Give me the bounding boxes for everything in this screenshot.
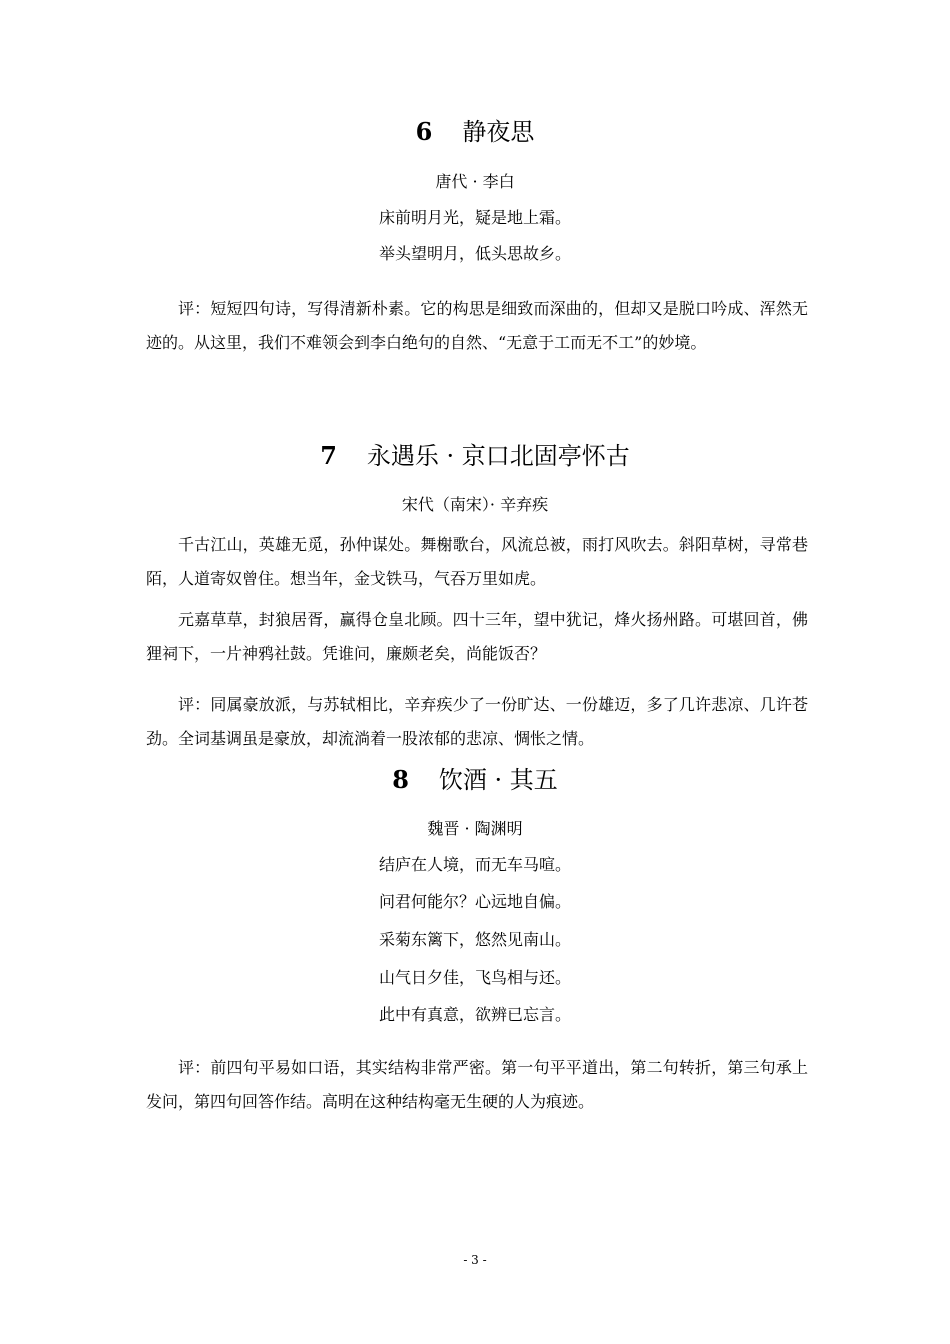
- poem-title-text: 饮酒 · 其五: [438, 766, 558, 794]
- poem-7-author: 宋代（南宋）· 辛弃疾: [401, 495, 549, 514]
- poem-6-author: 唐代 · 李白: [435, 172, 515, 191]
- poem-6-line-2: 举头望明月，低头思故乡。: [378, 244, 571, 263]
- poem-6-title: [0, 117, 950, 147]
- poem-8-comment: 评：前四句平易如口语，其实结构非常严密。第一句平平道出，第二句转折，第三句承上发问，第四句回答作结。高明在这种结构毫无生硬的人为痕迹。: [146, 1058, 808, 1111]
- poem-7-comment: 评：同属豪放派，与苏轼相比，辛弃疾少了一份旷达、一份雄迈，多了几许悲凉、几许苍劲。全词基调虽是豪放，却流淌着一股浓郁的悲凉、惆怅之情。: [146, 695, 808, 748]
- poem-number: 6: [415, 117, 433, 146]
- poem-7-title: [0, 441, 950, 471]
- poem-7-paragraph-1: 千古江山，英雄无觅，孙仲谋处。舞榭歌台，风流总被，雨打风吹去。斜阳草树，寻常巷陌，人道寄奴曾住。想当年，金戈铁马，气吞万里如虎。: [146, 535, 808, 588]
- poem-8-line-2: 问君何能尔？心远地自偏。: [378, 892, 571, 911]
- page-number: - 3 -: [463, 1253, 487, 1267]
- poem-8-title: [0, 765, 950, 795]
- poem-number: 8: [392, 765, 409, 794]
- poem-8-line-4: 山气日夕佳，飞鸟相与还。: [378, 968, 571, 987]
- poem-title-text: 永遇乐 · 京口北固亭怀古: [366, 442, 630, 470]
- poem-7-paragraph-2: 元嘉草草，封狼居胥，赢得仓皇北顾。四十三年，望中犹记，烽火扬州路。可堪回首，佛狸祠下，一片神鸦社鼓。凭谁问，廉颇老矣，尚能饭否？: [146, 610, 808, 663]
- poem-8-author: 魏晋 · 陶渊明: [427, 819, 523, 838]
- poem-8-line-5: 此中有真意，欲辨已忘言。: [378, 1005, 571, 1024]
- poem-8-line-1: 结庐在人境，而无车马喧。: [378, 855, 571, 874]
- poem-6-line-1: 床前明月光，疑是地上霜。: [378, 208, 571, 227]
- poem-number: 7: [320, 441, 337, 470]
- poem-8-line-3: 采菊东篱下，悠然见南山。: [378, 930, 571, 949]
- poem-title-text: 静夜思: [462, 118, 535, 146]
- poem-6-comment: 评：短短四句诗，写得清新朴素。它的构思是细致而深曲的，但却又是脱口吟成、浑然无迹的。从这里，我们不难领会到李白绝句的自然、“无意于工而无不工”的妙境。: [146, 299, 808, 352]
